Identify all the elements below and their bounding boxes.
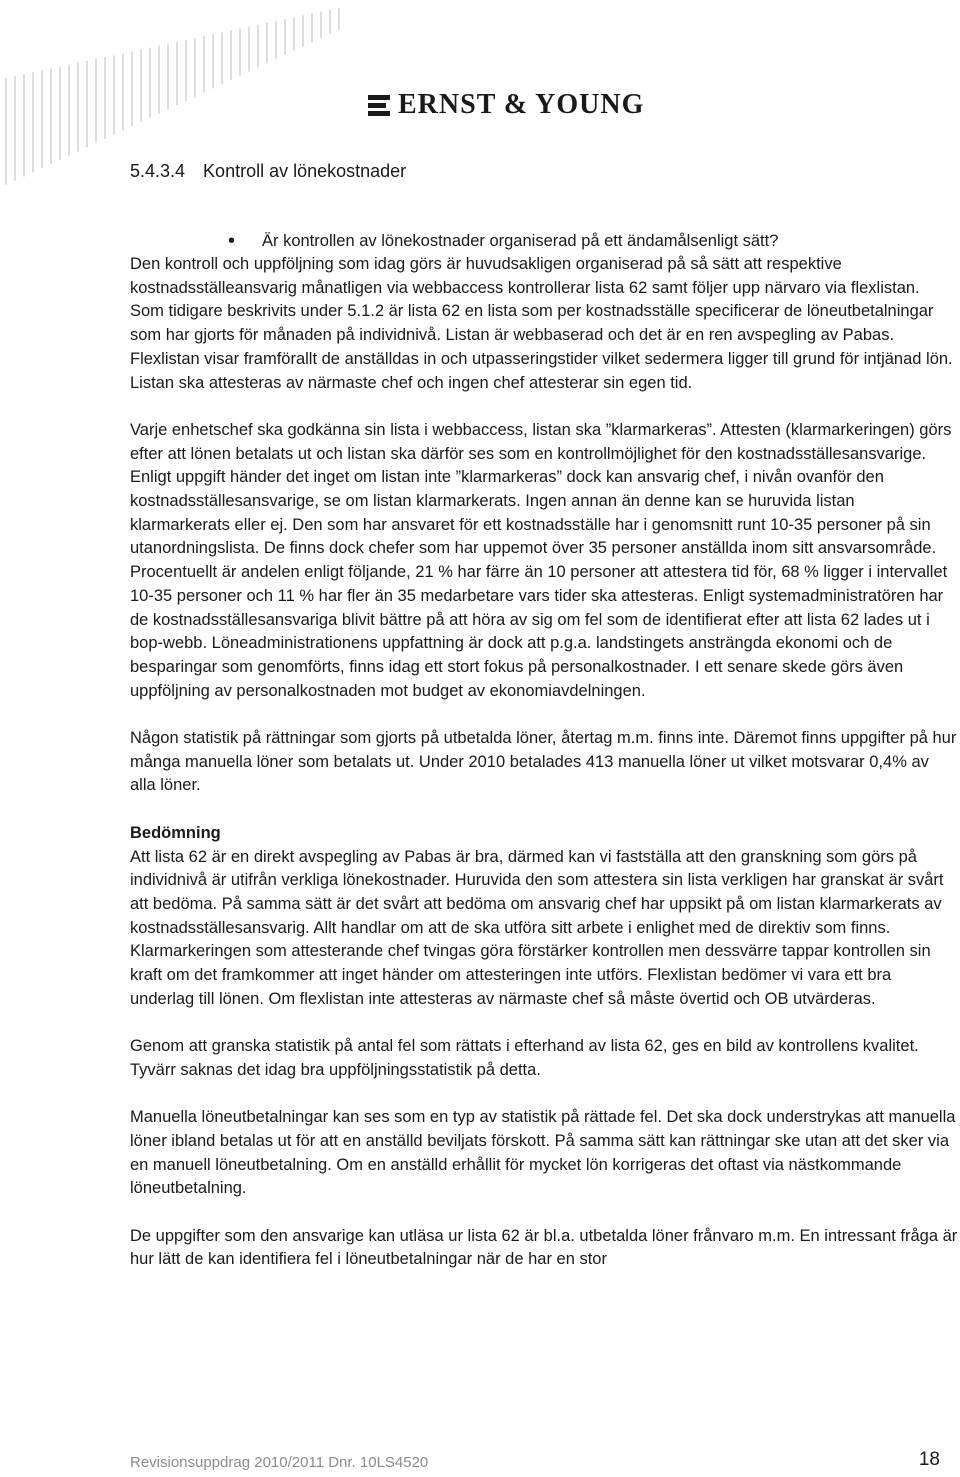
- bullet-text: Är kontrollen av lönekostnader organiserad på ett ändamålsenligt sätt?: [262, 232, 779, 250]
- logo-text: ERNST & YOUNG: [398, 89, 645, 120]
- paragraph-control-routine: Den kontroll och uppföljning som idag görs är huvudsakligen organiserad på så sätt att respektive kostnadsställeansvarig månatligen via webbaccess kontrollerar lista 62 samt följer upp närvaro via flexlistan. Som tidigare beskrivits under 5.1.2 är lista 62 en lista som per kostnadsställe specificerar de löneutbetalningar som har gjorts för månaden på individnivå. Listan är webbaserad och det är en ren avspegling av Pabas. Flexlistan visar framförallt de anställdas in och utpasseringstider vilket sedermera ligger till grund för intjänad lön. Listan ska attesteras av närmaste chef och ingen chef attesterar sin egen tid.: [130, 255, 953, 392]
- bullet-list-item: [228, 229, 778, 253]
- page-number: 18: [918, 1449, 940, 1470]
- logo-mark-icon: [368, 95, 390, 116]
- paragraph-statistics: Någon statistik på rättningar som gjorts på utbetalda löner, återtag m.m. finns inte. Däremot finns uppgifter på hur många manuella löner som betalats ut. Under 2010 betalades 413 manuella löner ut vilket motsvarar 0,4% av alla löner.: [130, 729, 957, 795]
- ernst-young-logo: [368, 88, 644, 122]
- assessment-heading: Bedömning: [130, 823, 221, 842]
- paragraph-approval: Varje enhetschef ska godkänna sin lista i webbaccess, listan ska ”klarmarkeras”. Attesten (klarmarkeringen) görs efter att lönen betalats ut och listan ska därför ses som en kontrollmöjlighet för den kostnadsställesansvarige. Enligt uppgift händer det inget om listan inte ”klarmarkeras” dock kan ansvarig chef, i nivån ovanför den kostnadsställesansvarige, se om listan klarmarkerats. Ingen annan än denne kan se huruvida listan klarmarkerats eller ej. Den som har ansvaret för ett kostnadsställe har i genomsnitt runt 10-35 personer på sin utanordningslista. De finns dock chefer som har uppemot över 35 personer anställda inom sitt ansvarsområde. Procentuellt är andelen enligt följande, 21 % har färre än 10 personer att attestera tid för, 68 % ligger i intervallet 10-35 personer och 11 % har fler än 35 medarbetare vars tider ska attesteras. Enligt systemadministratören har de kostnadsställesansvariga blivit bättre på att höra av sig om fel som de identifierat efter att lista 62 lades ut i bop-webb. Löneadministrationens uppfattning är dock att p.g.a. landstingets ansträngda ekonomi och de besparingar som genomförts, finns idag ett stort fokus på personalkostnader. I ett senare skede görs även uppföljning av personalkostnaden mot budget av ekonomiavdelningen.: [130, 420, 952, 700]
- page-footer: Revisionsuppdrag 2010/2011 Dnr. 10LS4520: [130, 1454, 429, 1471]
- section-heading: [130, 160, 406, 182]
- main-content: [130, 253, 958, 1296]
- bullet-icon: •: [228, 230, 236, 252]
- section-number: 5.4.3.4: [130, 161, 186, 181]
- assessment-paragraph-list-62: De uppgifter som den ansvarige kan utläsa ur lista 62 är bl.a. utbetalda löner frånvaro m.m. En intressant fråga är hur lätt de kan identifiera fel i löneutbetalningar när de har en stor: [130, 1226, 958, 1269]
- assessment-paragraph-manual-payments: Manuella löneutbetalningar kan ses som en typ av statistik på rättade fel. Det ska dock understrykas att manuella löner ibland betalas ut för att en anställd beviljats förskott. På samma sätt kan rättningar ske utan att det sker via en manuell löneutbetalning. Om en anställd erhållit för mycket lön korrigeras det oftast via nästkommande löneutbetalning.: [130, 1108, 956, 1198]
- section-title: Kontroll av lönekostnader: [203, 161, 407, 181]
- assessment-paragraph: Att lista 62 är en direkt avspegling av Pabas är bra, därmed kan vi fastställa att den granskning som görs på individnivå är utifrån verkliga lönekostnader. Huruvida den som attestera sin lista verkligen har granskat är svårt att bedöma. På samma sätt är det svårt att bedöma om ansvarig chef har uppsikt på om listan klarmarkerats av kostnadsställesansvarig. Allt handlar om att de ska utföra sitt arbete i enlighet med de direktiv som finns. Klarmarkeringen som attesterande chef tvingas göra förstärker kontrollen men dessvärre tappar kontrollen sin kraft om det framkommer att inget händer om attesteringen inte utförs. Flexlistan bedömer vi vara ett bra underlag till lönen. Om flexlistan inte attesteras av närmaste chef så måste övertid och OB utvärderas.: [130, 847, 944, 1008]
- assessment-paragraph-statistics: Genom att granska statistik på antal fel som rättats i efterhand av lista 62, ges en bild av kontrollens kvalitet. Tyvärr saknas det idag bra uppföljningsstatistik på detta.: [130, 1037, 919, 1079]
